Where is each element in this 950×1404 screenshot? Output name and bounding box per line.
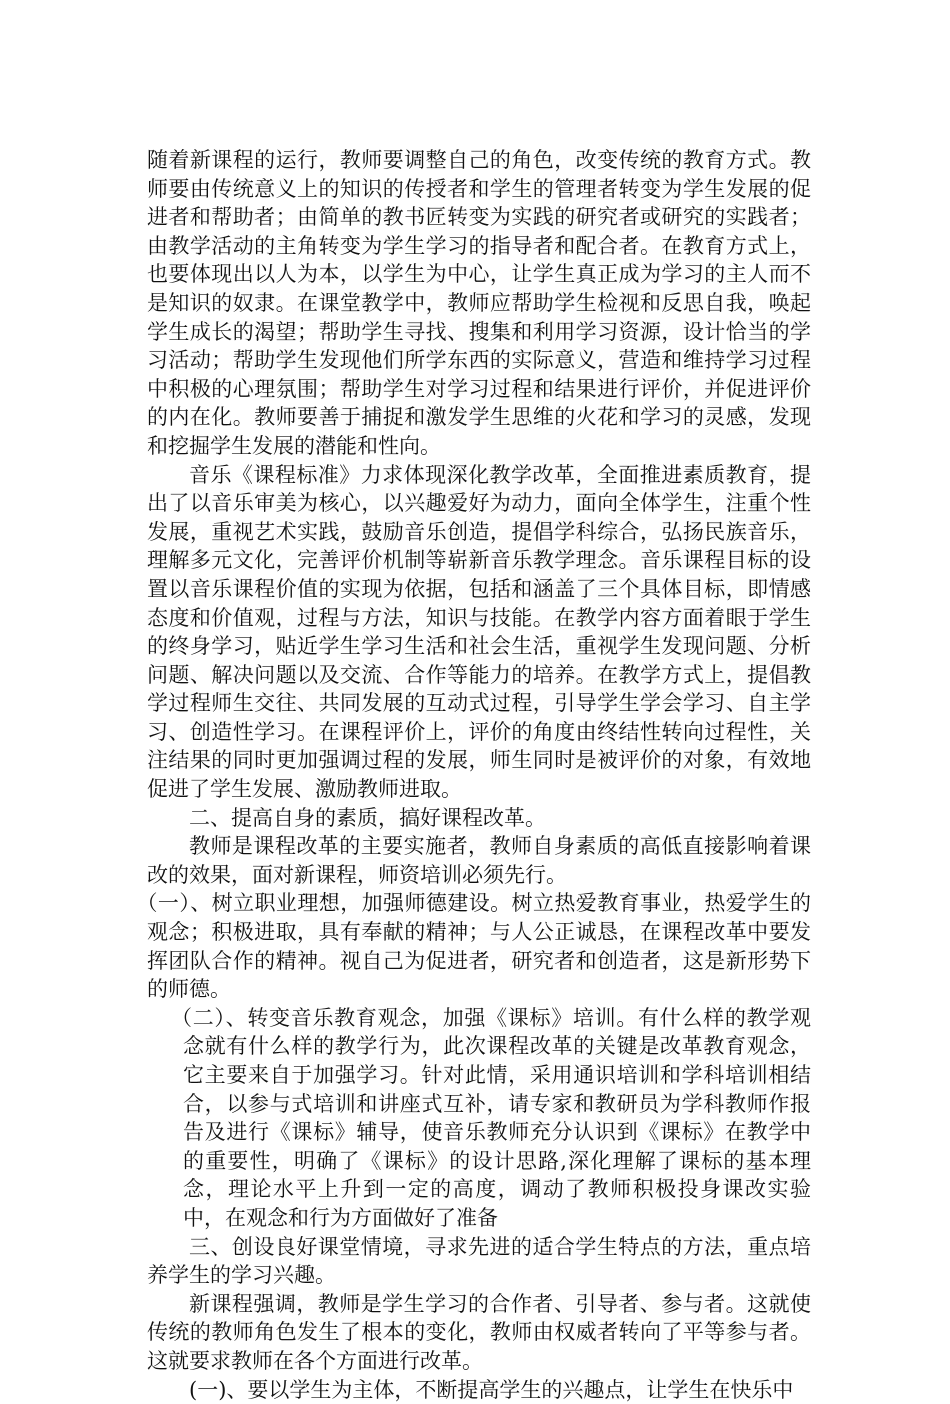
paragraph-teacher-role: 随着新课程的运行，教师要调整自己的角色，改变传统的教育方式。教师要由传统意义上的知识的传授者和学生的管理者转变为学生发展的促进者和帮助者；由简单的教书匠转变为实践的研究者或研究的实践者；由教学活动的主角转变为学生学习的指导者和配合者。在教育方式上，也要体现出以人为本，以学生为中心，让学生真正成为学习的主人而不是知识的奴隶。在课堂教学中，教师应帮助学生检视和反思自我，唤起学生成长的渴望；帮助学生寻找、搜集和利用学习资源，设计恰当的学习活动；帮助学生发现他们所学东西的实际意义，营造和维持学习过程中积极的心理氛围；帮助学生对学习过程和结果进行评价，并促进评价的内在化。教师要善于捕捉和激发学生思维的火花和学习的灵感，发现和挖掘学生发展的潜能和性向。 <box>147 148 811 458</box>
document-body <box>136 146 811 1404</box>
paragraph-new-curriculum: 新课程强调，教师是学生学习的合作者、引导者、参与者。这就使传统的教师角色发生了根本的变化，教师由权威者转向了平等参与者。这就要求教师在各个方面进行改革。 <box>147 1291 811 1373</box>
list-item-ethics: （一）、树立职业理想，加强师德建设。树立热爱教育事业，热爱学生的观念；积极进取，具有奉献的精神；与人公正诚恳，在课程改革中要发挥团队合作的精神。视自己为促进者，研究者和创造者，这是新形势下的师德。 <box>136 891 811 1002</box>
section-heading-3: 三、创设良好课堂情境，寻求先进的适合学生特点的方法，重点培养学生的学习兴趣。 <box>147 1234 811 1288</box>
section-heading-2: 二、提高自身的素质，搞好课程改革。 <box>189 805 546 830</box>
paragraph-curriculum-standard: 音乐《课程标准》力求体现深化教学改革，全面推进素质教育，提出了以音乐审美为核心，以兴趣爱好为动力，面向全体学生，注重个性发展，重视艺术实践，鼓励音乐创造，提倡学科综合，弘扬民族音乐，理解多元文化，完善评价机制等崭新音乐教学理念。音乐课程目标的设置以音乐课程价值的实现为依据，包括和涵盖了三个具体目标，即情感态度和价值观，过程与方法，知识与技能。在教学内容方面着眼于学生的终身学习，贴近学生学习生活和社会生活，重视学生发现问题、分析问题、解决问题以及交流、合作等能力的培养。在教学方式上，提倡教学过程师生交往、共同发展的互动式过程，引导学生学会学习、自主学习、创造性学习。在课程评价上，评价的角度由终结性转向过程性，关注结果的同时更加强调过程的发展，师生同时是被评价的对象，有效地促进了学生发展、激励教师进取。 <box>147 462 811 802</box>
paragraph-teacher-quality: 教师是课程改革的主要实施者，教师自身素质的高低直接影响着课改的效果，面对新课程，师资培训必须先行。 <box>147 834 811 887</box>
list-item-concepts: （二）、转变音乐教育观念，加强《课标》培训。有什么样的教学观念就有什么样的教学行为，此次课程改革的关键是改革教育观念，它主要来自于加强学习。针对此情，采用通识培训和学科培训相结合，以参与式培训和讲座式互补，请专家和教研员为学科教师作报告及进行《课标》辅导，使音乐教师充分认识到《课标》在教学中的重要性，明确了《课标》的设计思路,深化理解了课标的基本理念，理论水平上升到一定的高度，调动了教师积极投身课改实验中，在观念和行为方面做好了准备 <box>171 1005 811 1230</box>
list-item-student-centered: (一)、要以学生为主体，不断提高学生的兴趣点，让学生在快乐中 <box>189 1377 794 1402</box>
